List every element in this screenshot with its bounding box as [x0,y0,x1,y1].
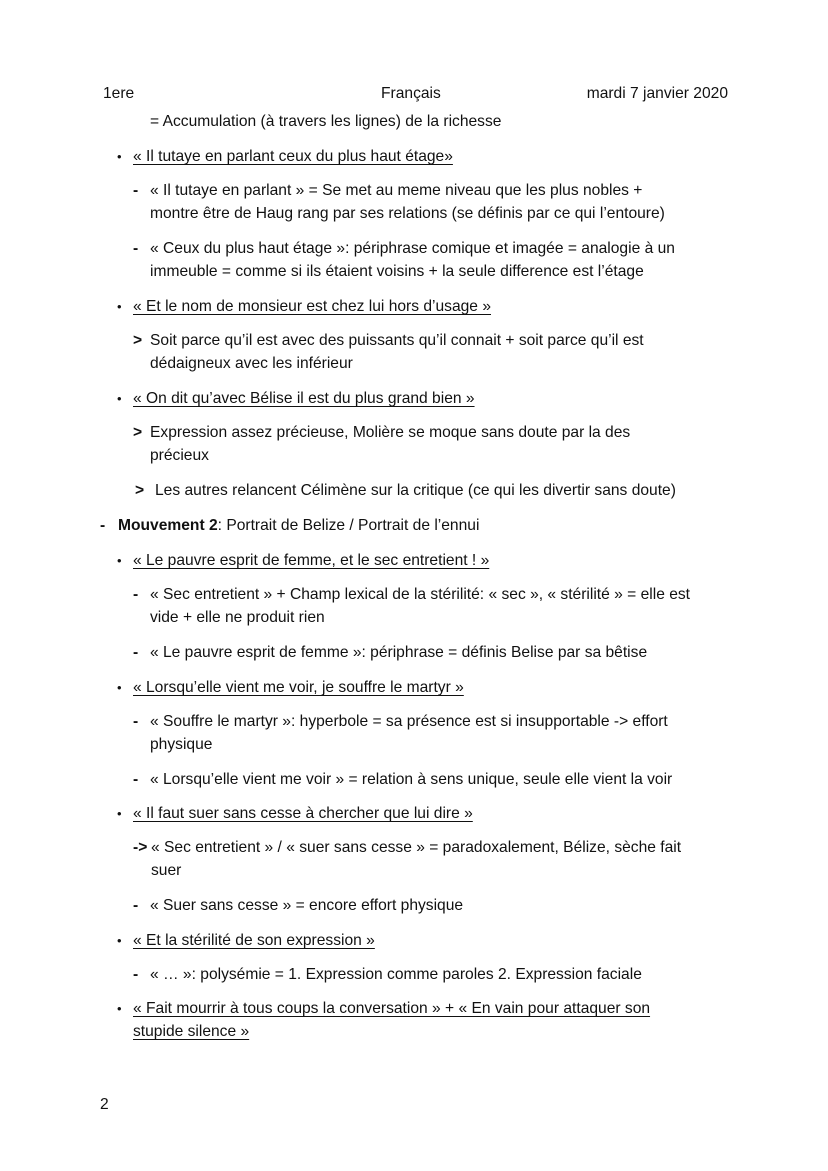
analysis-item: « Sec entretient » / « suer sans cesse » = paradoxalement, Bélize, sèche fait suer [151,839,682,879]
analysis-item: Expression assez précieuse, Molière se moque sans doute par la des précieux [150,424,631,464]
bullet-icon: • [117,806,122,821]
quote-item: « On dit qu’avec Bélise il est du plus grand bien » [133,390,475,407]
bullet-icon: • [117,299,122,314]
dash-icon: - [133,771,139,788]
bullet-icon: • [117,680,122,695]
quote-item: « Le pauvre esprit de femme, et le sec entretient ! » [133,552,490,569]
quote-item: « Lorsqu’elle vient me voir, je souffre le martyr » [133,679,464,696]
analysis-item: « Lorsqu’elle vient me voir » = relation à sens unique, seule elle vient la voir [150,771,673,788]
quote-item: « Il tutaye en parlant ceux du plus haut étage» [133,148,453,165]
analysis-item: « Il tutaye en parlant » = Se met au meme niveau que les plus nobles + montre être de Haug rang par ses relations (se définis par ce qui l’entoure) [150,182,665,222]
quote-item: « Et la stérilité de son expression » [133,932,375,949]
analysis-item: « Suer sans cesse » = encore effort physique [150,897,464,914]
analysis-item: « Le pauvre esprit de femme »: périphrase = définis Belise par sa bêtise [150,644,648,661]
analysis-item: Les autres relancent Célimène sur la critique (ce qui les divertir sans doute) [155,482,676,499]
dash-icon: - [133,897,139,914]
dash-icon: - [133,182,139,199]
analysis-item: « Sec entretient » + Champ lexical de la stérilité: « sec », « stérilité » = elle est vide + elle ne produit rien [150,586,690,626]
text-line: = Accumulation (à travers les lignes) de la richesse [150,113,502,130]
bullet-icon: • [117,391,122,406]
header-class-level: 1ere [103,85,135,102]
analysis-item: Soit parce qu’il est avec des puissants qu’il connait + soit parce qu’il est dédaigneux avec les inférieur [150,332,644,372]
section-heading: Mouvement 2: Portrait de Belize / Portrait de l’ennui [118,517,480,534]
quote-item: « Fait mourrir à tous coups la conversation » + « En vain pour attaquer son stupide silence » [133,1000,651,1040]
dash-icon: - [133,586,139,603]
analysis-item: « Ceux du plus haut étage »: périphrase comique et imagée = analogie à un immeuble = comme si ils étaient voisins + la seule difference est l’étage [150,240,675,280]
dash-icon: - [133,240,139,257]
bullet-icon: • [117,149,122,164]
dash-icon: - [133,713,139,730]
quote-item: « Et le nom de monsieur est chez lui hors d’usage » [133,298,491,315]
dash-icon: - [133,966,139,983]
arrow-icon: > [133,424,143,441]
bullet-icon: • [117,933,122,948]
bullet-icon: • [117,1001,122,1016]
analysis-item: « Souffre le martyr »: hyperbole = sa présence est si insupportable -> effort physique [150,713,668,753]
header-date: mardi 7 janvier 2020 [586,85,728,102]
arrow-icon: -> [133,839,148,856]
arrow-icon: > [133,332,143,349]
bullet-icon: • [117,553,122,568]
dash-icon: - [133,644,139,661]
arrow-icon: > [135,482,145,499]
quote-item: « Il faut suer sans cesse à chercher que lui dire » [133,805,473,822]
dash-icon: - [100,517,106,534]
analysis-item: « … »: polysémie = 1. Expression comme paroles 2. Expression faciale [150,966,642,983]
header-subject: Français [381,85,441,102]
page-number: 2 [100,1096,109,1113]
